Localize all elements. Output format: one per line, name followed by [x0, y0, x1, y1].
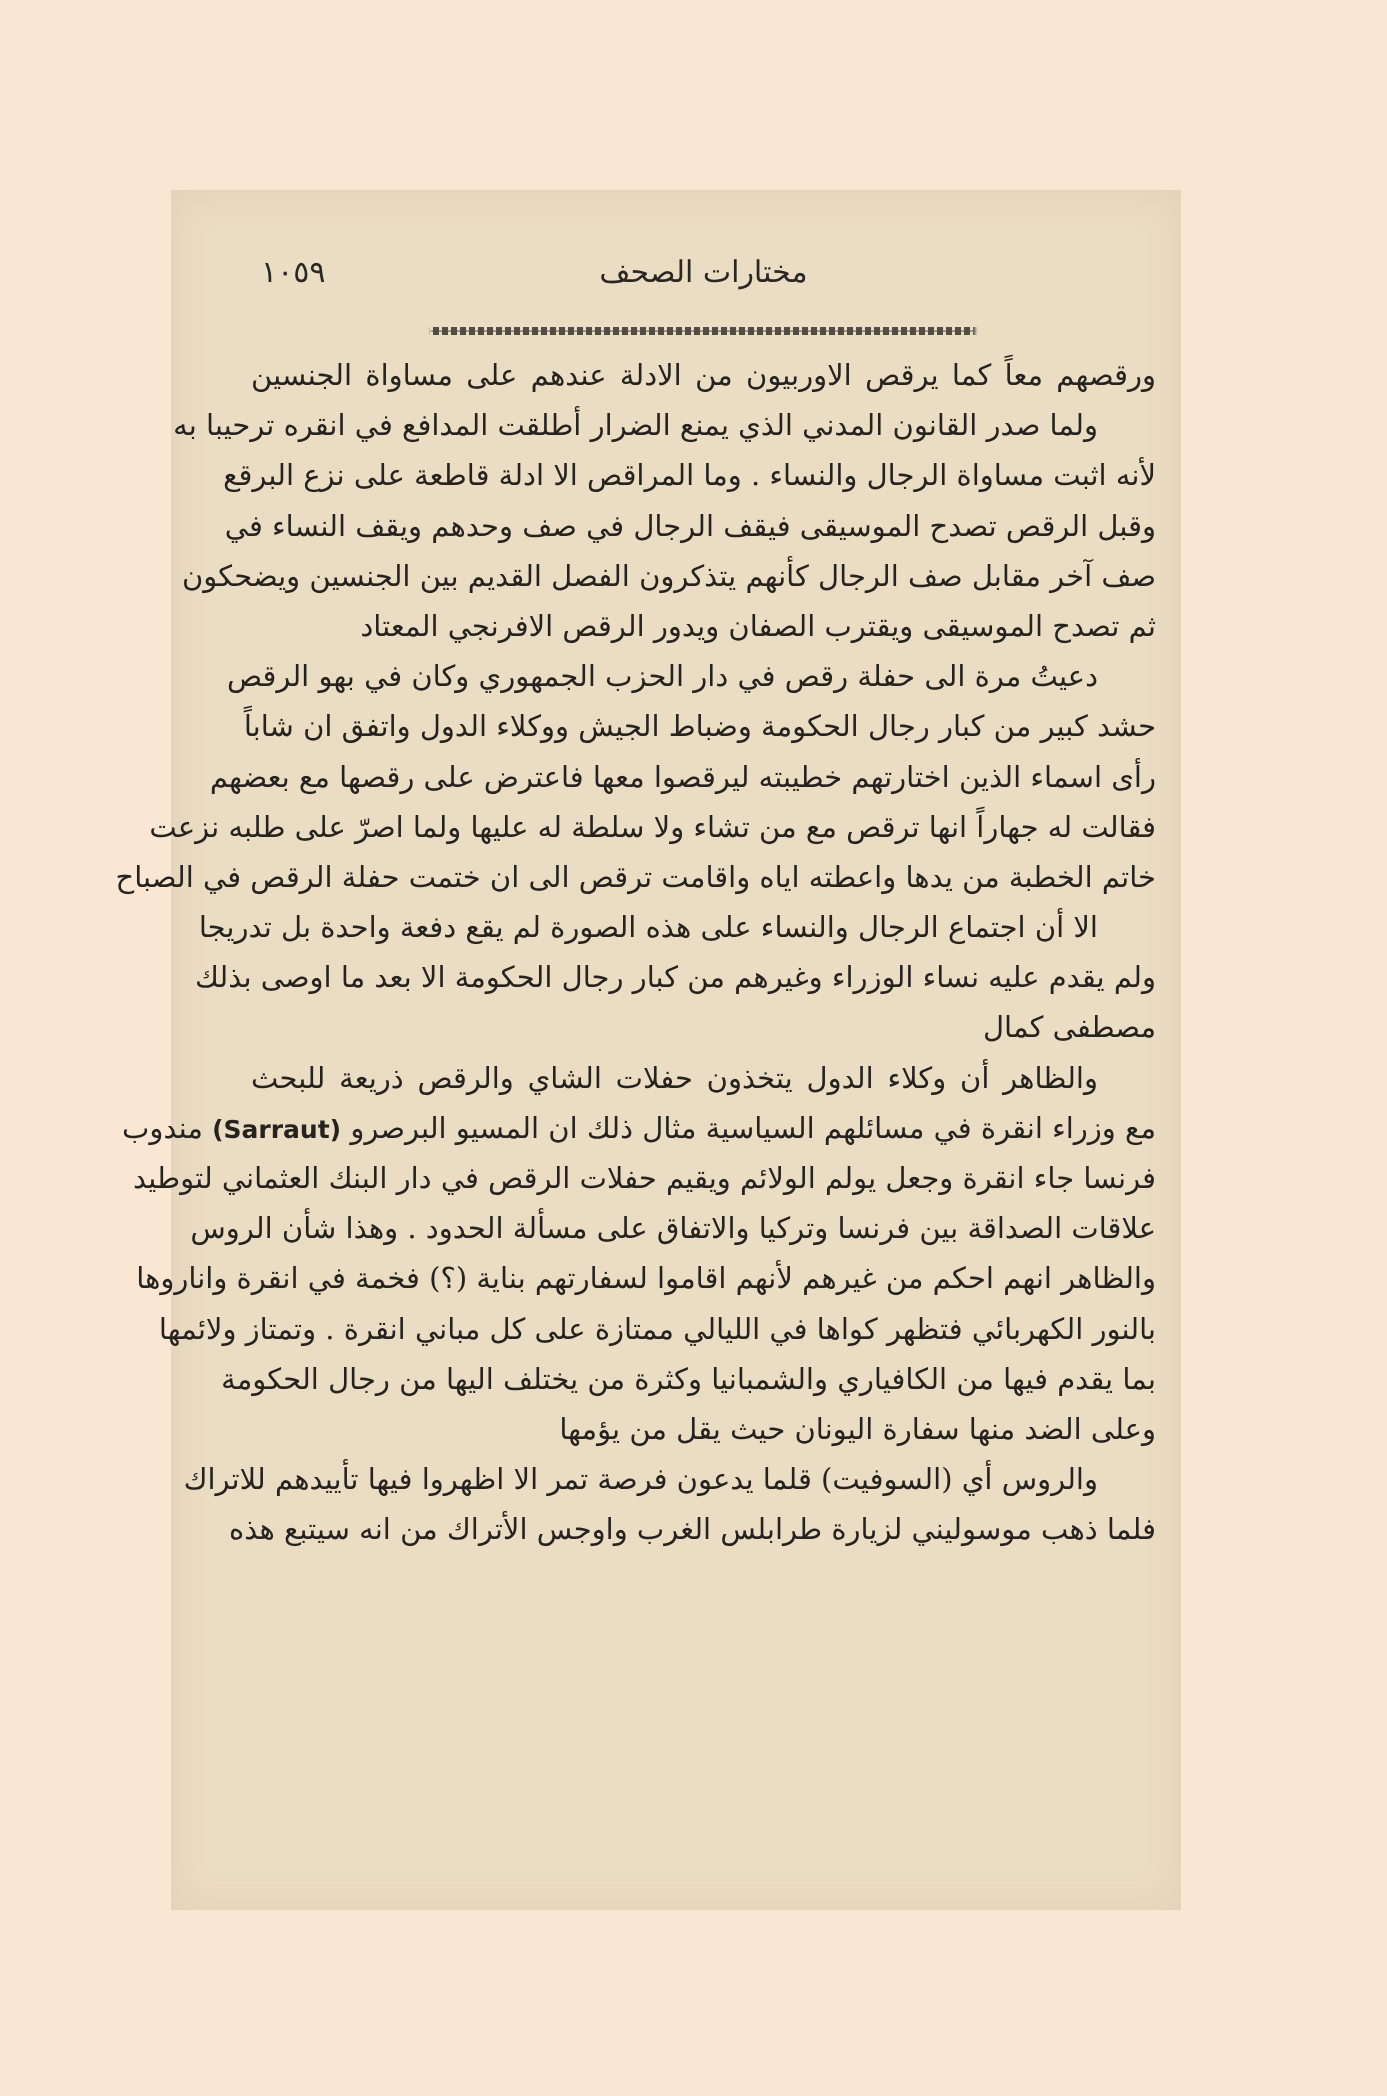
text-line — [198, 902, 1156, 952]
text-line — [136, 1253, 1156, 1303]
text-line-content: والظاهر انهم احكم من غيرهم لأنهم اقاموا لسفارتهم بناية (؟) فخمة في انقرة واناروها — [136, 1261, 1156, 1296]
text-line-content: مصطفى كمال — [982, 1010, 1156, 1045]
text-line-content: ورقصهم معاً كما يرقص الاوربيون من الادلة عندهم على مساواة الجنسين — [251, 358, 1156, 392]
text-line-content: فلما ذهب موسوليني لزيارة طرابلس الغرب واوجس الأتراك من انه سيتبع هذه — [229, 1512, 1156, 1547]
text-line — [183, 1454, 1156, 1504]
text-line — [229, 1504, 1156, 1554]
book-page — [115, 190, 1181, 1910]
text-line — [243, 701, 1156, 751]
page-number: ١٠٥٩ — [261, 255, 326, 290]
page-header — [251, 255, 1156, 305]
text-line — [173, 400, 1156, 450]
text-line-content: علاقات الصداقة بين فرنسا وتركيا والاتفاق على مسألة الحدود . وهذا شأن الروس — [190, 1211, 1156, 1246]
text-line — [115, 852, 1156, 902]
running-title: مختارات الصحف — [599, 255, 808, 290]
text-line-content: خاتم الخطبة من يدها واعطته اياه واقامت ترقص الى ان ختمت حفلة الرقص في الصباح — [115, 859, 1156, 894]
text-line-content: صف آخر مقابل صف الرجال كأنهم يتذكرون الفصل القديم بين الجنسين ويضحكون — [181, 558, 1156, 593]
text-line-content: والروس أي (السوفيت) قلما يدعون فرصة تمر الا اظهروا فيها تأييدهم للاتراك — [183, 1462, 1098, 1497]
text-line — [221, 1354, 1156, 1404]
text-line-content: رأى اسماء الذين اختارتهم خطيبته ليرقصوا معها فاعترض على رقصها مع بعضهم — [209, 759, 1156, 794]
header-rule — [253, 327, 1153, 335]
text-line-content: وعلى الضد منها سفارة اليونان حيث يقل من يؤمها — [559, 1411, 1156, 1446]
text-line — [190, 1203, 1156, 1253]
text-line — [251, 350, 1156, 400]
text-line-content: مع وزراء انقرة في مسائلهم السياسية مثال ذلك ان المسيو البرصرو — [350, 1110, 1156, 1145]
text-line-content: وقبل الرقص تصدح الموسيقى فيقف الرجال في صف وحدهم ويقف النساء في — [224, 508, 1156, 543]
text-line — [209, 752, 1156, 802]
text-line-content: ثم تصدح الموسيقى ويقترب الصفان ويدور الرقص الافرنجي المعتاد — [360, 608, 1156, 643]
text-line-content: ولما صدر القانون المدني الذي يمنع الضرار أطلقت المدافع في انقره ترحيبا به — [173, 408, 1098, 443]
text-line — [133, 1153, 1156, 1203]
text-line-content: دعيتُ مرة الى حفلة رقص في دار الحزب الجمهوري وكان في بهو الرقص — [226, 659, 1098, 694]
text-line-content: بما يقدم فيها من الكافياري والشمبانيا وكثرة من يختلف اليها من رجال الحكومة — [221, 1361, 1156, 1396]
text-line-content: والظاهر أن وكلاء الدول يتخذون حفلات الشاي والرقص ذريعة للبحث — [251, 1060, 1098, 1095]
text-line — [158, 1304, 1156, 1354]
text-line — [251, 1053, 1156, 1103]
text-line — [149, 802, 1156, 852]
body-text — [115, 350, 1156, 1555]
text-line-content: الا أن اجتماع الرجال والنساء على هذه الصورة لم يقع دفعة واحدة بل تدريجا — [198, 910, 1098, 945]
text-line — [251, 601, 1156, 651]
text-line — [224, 501, 1156, 551]
text-line — [181, 551, 1156, 601]
text-line — [194, 952, 1156, 1002]
text-line — [251, 1002, 1156, 1052]
text-line-tail: مندوب — [122, 1110, 203, 1145]
text-line-content: حشد كبير من كبار رجال الحكومة وضباط الجيش ووكلاء الدول واتفق ان شاباً — [243, 709, 1156, 744]
text-line-content: فقالت له جهاراً انها ترقص مع من تشاء ولا سلطة له عليها ولما اصرّ على طلبه نزعت — [149, 809, 1156, 844]
latin-name: (Sarraut) — [212, 1114, 342, 1144]
text-line-content: بالنور الكهربائي فتظهر كواها في الليالي ممتازة على كل مباني انقرة . وتمتاز ولائمها — [158, 1311, 1156, 1346]
text-line — [122, 1103, 1156, 1153]
text-line-content: ولم يقدم عليه نساء الوزراء وغيرهم من كبار رجال الحكومة الا بعد ما اوصى بذلك — [194, 960, 1156, 995]
text-line-content: فرنسا جاء انقرة وجعل يولم الولائم ويقيم حفلات الرقص في دار البنك العثماني لتوطيد — [133, 1161, 1156, 1195]
text-line-content: لأنه اثبت مساواة الرجال والنساء . وما المراقص الا ادلة قاطعة على نزع البرقع — [223, 458, 1156, 493]
text-line — [251, 1404, 1156, 1454]
text-line — [226, 651, 1156, 701]
text-line — [223, 450, 1156, 500]
